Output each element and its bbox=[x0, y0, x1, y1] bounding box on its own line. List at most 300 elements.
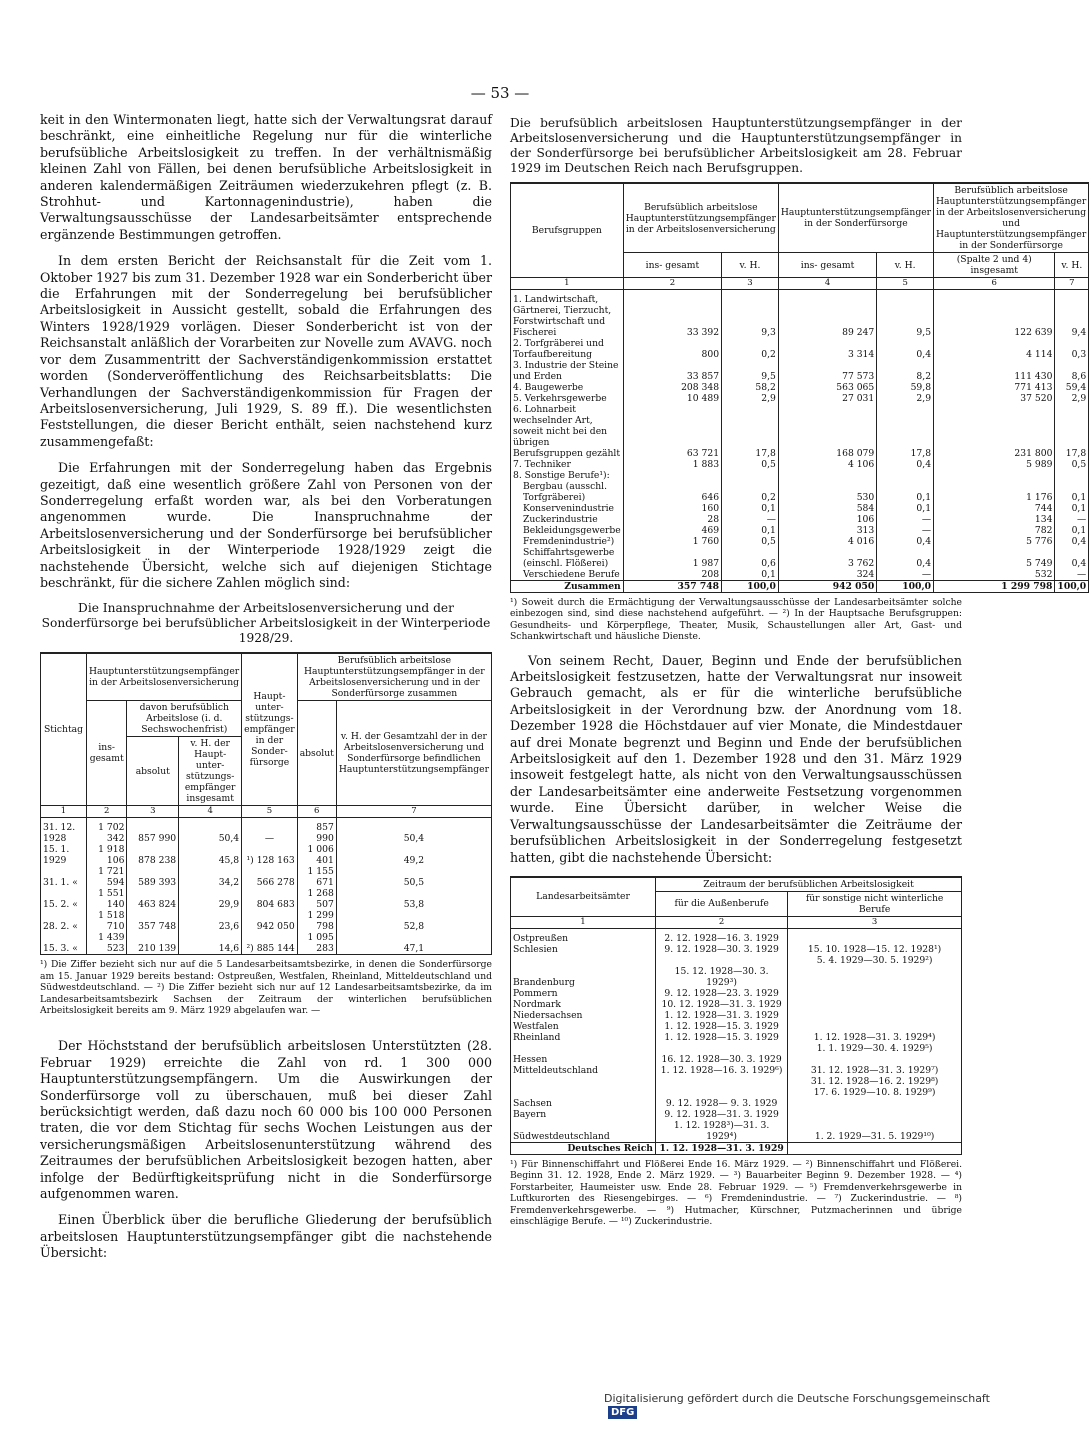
cell-value: 1 702 342 bbox=[86, 818, 126, 845]
cell-value: 0,1 bbox=[722, 569, 779, 581]
cell-value: 1 760 bbox=[623, 536, 721, 547]
table-row bbox=[511, 338, 1089, 360]
watermark-text: Digitalisierung gefördert durch die Deutsche Forschungsgemeinschaft bbox=[604, 1392, 990, 1405]
cell-label: 6. Lohnarbeit wechselnder Art, soweit nicht bei den übrigen Berufsgruppen gezählt bbox=[511, 404, 624, 459]
table-row bbox=[511, 944, 962, 955]
th-spalte: (Spalte 2 und 4) insgesamt bbox=[934, 253, 1055, 278]
cell-value: 2,9 bbox=[722, 393, 779, 404]
cell-label: 4. Baugewerbe bbox=[511, 382, 624, 393]
cell-value: 45,8 bbox=[179, 844, 242, 866]
th-vh-2: v. H. der Gesamtzahl der in der Arbeitslosenversicherung und Sonderfürsorge befindlichen Hauptunterstützungsempfänger bbox=[336, 701, 491, 806]
cell-value: 1 155 671 bbox=[297, 866, 336, 888]
th-aussenberufe: für die Außenberufe bbox=[656, 891, 788, 916]
cell-value: 1 268 507 bbox=[297, 888, 336, 910]
cell-value: 0,1 bbox=[1055, 503, 1089, 514]
cell-label: Bekleidungsgewerbe bbox=[511, 525, 624, 536]
cell-value: 744 bbox=[934, 503, 1055, 514]
table-row bbox=[511, 481, 1089, 503]
cell-label: Bergbau (ausschl. Torfgräberei) bbox=[511, 481, 624, 503]
col-number: 5 bbox=[877, 278, 934, 290]
cell-value: 111 430 bbox=[934, 360, 1055, 382]
cell-value: 29,9 bbox=[179, 888, 242, 910]
cell-value: 168 079 bbox=[778, 404, 876, 459]
cell-date: 15. 3. « bbox=[41, 932, 87, 955]
cell-value: — bbox=[1055, 569, 1089, 581]
cell-value: 134 bbox=[934, 514, 1055, 525]
cell-value: 9,3 bbox=[722, 290, 779, 339]
th-group-a: Hauptunterstützungsempfänger in der Arbeitslosenversicherung bbox=[86, 653, 241, 701]
cell-value: 100,0 bbox=[877, 581, 934, 593]
table-row bbox=[511, 1076, 962, 1087]
cell-value: 8,2 bbox=[877, 360, 934, 382]
cell-value: 100,0 bbox=[1055, 581, 1089, 593]
cell-value: 0,1 bbox=[722, 503, 779, 514]
dfg-logo: DFG bbox=[608, 1406, 637, 1419]
cell-value: 0,4 bbox=[877, 536, 934, 547]
cell-value: 463 824 bbox=[127, 888, 179, 910]
cell-value: 50,5 bbox=[336, 866, 491, 888]
cell-value: 1 095 283 bbox=[297, 932, 336, 955]
left-column bbox=[40, 112, 492, 1272]
cell-value: 782 bbox=[934, 525, 1055, 536]
cell-value: 53,8 bbox=[336, 888, 491, 910]
cell-value: 313 bbox=[778, 525, 876, 536]
table2-footnote: ¹) Soweit durch die Ermächtigung der Verwaltungsausschüsse der Landesarbeitsämter solche einbezogen sind, sind diese nachstehend aufgeführt. — ²) In der Hauptsache Berufsgruppen: Gesundheits- und Körperpflege, Theater, Musik, Schaustellungen aller Art, Gast- und Schankwirtschaft und häusliche Dienste. bbox=[510, 597, 962, 643]
cell-label: 3. Industrie der Steine und Erden bbox=[511, 360, 624, 382]
cell-value: 1 918 106 bbox=[86, 844, 126, 866]
cell-value: 208 348 bbox=[623, 382, 721, 393]
cell-label: Zuckerindustrie bbox=[511, 514, 624, 525]
col-number: 3 bbox=[722, 278, 779, 290]
cell-value: 1 176 bbox=[934, 481, 1055, 503]
cell-value: — bbox=[242, 818, 298, 845]
cell-value: 5. 4. 1929—30. 5. 1929²) bbox=[788, 955, 962, 966]
cell-value: 34,2 bbox=[179, 866, 242, 888]
cell-value: 563 065 bbox=[778, 382, 876, 393]
cell-value: 0,5 bbox=[1055, 459, 1089, 470]
table-row bbox=[511, 514, 1089, 525]
cell-label: Mitteldeutschland bbox=[511, 1065, 656, 1076]
cell-value: 0,2 bbox=[722, 338, 779, 360]
cell-value: 9. 12. 1928— 9. 3. 1929 bbox=[656, 1098, 788, 1109]
cell-value: 0,5 bbox=[722, 536, 779, 547]
cell-value: 469 bbox=[623, 525, 721, 536]
total-row bbox=[511, 581, 1089, 593]
cell-value: 566 278 bbox=[242, 866, 298, 888]
cell-value: 5 749 bbox=[934, 547, 1055, 569]
th-absolut-2: absolut bbox=[297, 701, 336, 806]
cell-value: 52,8 bbox=[336, 910, 491, 932]
table-row bbox=[511, 404, 1089, 459]
cell-value: 4 106 bbox=[778, 459, 876, 470]
th-stichtag: Stichtag bbox=[41, 653, 87, 806]
cell-value bbox=[934, 470, 1055, 481]
cell-label: Brandenburg bbox=[511, 966, 656, 988]
col-number: 3 bbox=[127, 806, 179, 818]
cell-value: 77 573 bbox=[778, 360, 876, 382]
cell-label: Südwestdeutschland bbox=[511, 1120, 656, 1143]
cell-value: ¹) 128 163 bbox=[242, 844, 298, 866]
cell-label: Pommern bbox=[511, 988, 656, 999]
table-row bbox=[511, 536, 1089, 547]
table-berufsgruppen bbox=[510, 182, 1089, 593]
cell-date: 28. 2. « bbox=[41, 910, 87, 932]
cell-label: Deutsches Reich bbox=[511, 1142, 656, 1154]
cell-value: 10 489 bbox=[623, 393, 721, 404]
cell-label: Schlesien bbox=[511, 944, 656, 955]
cell-value: 1 518 710 bbox=[86, 910, 126, 932]
cell-value: 58,2 bbox=[722, 382, 779, 393]
cell-value: 0,1 bbox=[1055, 481, 1089, 503]
cell-value: 646 bbox=[623, 481, 721, 503]
cell-date: 31. 1. « bbox=[41, 866, 87, 888]
th-sonder: Haupt- unter- stützungs- empfänger in der Sonder- fürsorge bbox=[242, 653, 298, 806]
cell-value: 63 721 bbox=[623, 404, 721, 459]
col-number: 7 bbox=[336, 806, 491, 818]
cell-value: — bbox=[877, 514, 934, 525]
paragraph-2: In dem ersten Bericht der Reichsanstalt für die Zeit vom 1. Oktober 1927 bis zum 31. Dezember 1928 war ein Sonderbericht über die Erfahrungen mit der Sonderregelung bei berufsüblicher Arbeitslosigkeit in Aussicht gestellt, sobald die Erfahrungen des Winters 1928/1929 vorlägen. Dieser Sonderbericht ist von der Reichsanstalt anläßlich der Vorarbeiten zur Novelle zum AVAVG. noch vor dem Zusammentritt der Sachverständigenkommission erstattet worden (Sonderveröffentlichung des Reichsarbeitsblatts: Die Verhandlungen der Sachverständigenkommission für Fragen der Arbeitslosenversicherung, Juli 1929, S. 89 ff.). Die wesentlichsten Feststellungen, die dieser Bericht enthält, seien nachstehend kurz zusammengefaßt: bbox=[40, 253, 492, 449]
cell-value: 804 683 bbox=[242, 888, 298, 910]
col-number: 2 bbox=[656, 916, 788, 928]
cell-value: 357 748 bbox=[127, 910, 179, 932]
cell-value bbox=[788, 966, 962, 988]
cell-value: 50,4 bbox=[336, 818, 491, 845]
cell-value: 17,8 bbox=[1055, 404, 1089, 459]
cell-value: 1 883 bbox=[623, 459, 721, 470]
col-number: 3 bbox=[788, 916, 962, 928]
cell-value: 1 006 401 bbox=[297, 844, 336, 866]
cell-value: 1 987 bbox=[623, 547, 721, 569]
col-number: 1 bbox=[41, 806, 87, 818]
paragraph-5: Einen Überblick über die berufliche Gliederung der berufsüblich arbeitslosen Hauptunterstützungsempfänger gibt die nachstehende Übersicht: bbox=[40, 1212, 492, 1261]
table-row bbox=[41, 932, 492, 955]
cell-value: 584 bbox=[778, 503, 876, 514]
table3-body bbox=[511, 928, 962, 1154]
cell-value: 27 031 bbox=[778, 393, 876, 404]
th-zeitraum: Zeitraum der berufsüblichen Arbeitslosigkeit bbox=[656, 877, 962, 892]
th-groups: Berufsgruppen bbox=[511, 183, 624, 278]
cell-value: 15. 10. 1928—15. 12. 1928¹) bbox=[788, 944, 962, 955]
cell-value bbox=[877, 470, 934, 481]
col-number: 1 bbox=[511, 278, 624, 290]
cell-value: 50,4 bbox=[179, 818, 242, 845]
cell-value: 160 bbox=[623, 503, 721, 514]
cell-value: 9,4 bbox=[1055, 290, 1089, 339]
table-landesarbeitsaemter bbox=[510, 876, 962, 1155]
table-row bbox=[511, 360, 1089, 382]
table-row bbox=[511, 928, 962, 944]
cell-value: 0,4 bbox=[877, 547, 934, 569]
cell-value: 0,4 bbox=[1055, 536, 1089, 547]
table-row bbox=[511, 1098, 962, 1109]
table-row bbox=[511, 966, 962, 988]
cell-value: 4 114 bbox=[934, 338, 1055, 360]
cell-value: ²) 885 144 bbox=[242, 932, 298, 955]
col-number: 6 bbox=[934, 278, 1055, 290]
cell-value: 106 bbox=[778, 514, 876, 525]
cell-value: 2. 12. 1928—16. 3. 1929 bbox=[656, 928, 788, 944]
cell-value bbox=[788, 1010, 962, 1021]
th-vh: v. H. bbox=[877, 253, 934, 278]
cell-value bbox=[788, 988, 962, 999]
cell-value: 800 bbox=[623, 338, 721, 360]
cell-value: 3 314 bbox=[778, 338, 876, 360]
col-number: 2 bbox=[623, 278, 721, 290]
col-number: 7 bbox=[1055, 278, 1089, 290]
th-b: Hauptunterstützungsempfänger in der Sonderfürsorge bbox=[778, 183, 933, 253]
cell-label: Fremdenindustrie²) bbox=[511, 536, 624, 547]
cell-value: 324 bbox=[778, 569, 876, 581]
table-row bbox=[511, 569, 1089, 581]
cell-value: 589 393 bbox=[127, 866, 179, 888]
cell-value: 31. 12. 1928—31. 3. 1929⁷) bbox=[788, 1065, 962, 1076]
table2-body bbox=[511, 290, 1089, 593]
cell-label: 1. Landwirtschaft, Gärtnerei, Tierzucht, Forstwirtschaft und Fischerei bbox=[511, 290, 624, 339]
cell-value: 28 bbox=[623, 514, 721, 525]
cell-label: Niedersachsen bbox=[511, 1010, 656, 1021]
th-insgesamt: ins- gesamt bbox=[86, 701, 126, 806]
cell-label: Verschiedene Berufe bbox=[511, 569, 624, 581]
cell-value: 23,6 bbox=[179, 910, 242, 932]
cell-value: 9. 12. 1928—31. 3. 1929 bbox=[656, 1109, 788, 1120]
cell-value: 17,8 bbox=[722, 404, 779, 459]
cell-value: 9,5 bbox=[722, 360, 779, 382]
table-row bbox=[41, 910, 492, 932]
cell-value: 1. 12. 1928—16. 3. 1929⁶) bbox=[656, 1065, 788, 1076]
table-row bbox=[41, 866, 492, 888]
cell-value bbox=[788, 928, 962, 944]
cell-value: 0,3 bbox=[1055, 338, 1089, 360]
cell-date: 15. 2. « bbox=[41, 888, 87, 910]
paragraph-6: Von seinem Recht, Dauer, Beginn und Ende der berufsüblichen Arbeitslosigkeit festzusetzen, hatte der Verwaltungsrat nur insoweit Gebrauch gemacht, als er für die winterliche berufsübliche Arbeitslosigkeit in der Verordnung bzw. der Anordnung vom 18. Dezember 1928 die Höchstdauer auf vier Monate, die Mindestdauer auf drei Monate begrenzt und Beginn und Ende der berufsüblichen Arbeitslosigkeit auf den 1. Dezember 1928 und den 31. März 1929 insoweit festgelegt hatte, als nicht von den Verwaltungsausschüssen der Landesarbeitsämter eine anderweite Festsetzung vorgenommen wurde. Eine Übersicht darüber, in welcher Weise die Verwaltungsausschüsse der Landesarbeitsämter die Zeiträume der berufsüblichen Arbeitslosigkeit in der Sonderregelung festgesetzt hatten, gibt die nachstehende Übersicht: bbox=[510, 652, 962, 865]
cell-value: 49,2 bbox=[336, 844, 491, 866]
cell-value: 1. 12. 1928—15. 3. 1929 bbox=[656, 1032, 788, 1043]
cell-label: Zusammen bbox=[511, 581, 624, 593]
table2-caption: Die berufsüblich arbeitslosen Hauptunterstützungsempfänger in der Arbeitslosenversicherung und die Hauptunterstützungsempfänger in der Sonderfürsorge bei berufsüblicher Arbeitslosigkeit am 28. Februar 1929 im Deutschen Reich nach Berufsgruppen. bbox=[510, 116, 962, 175]
table3-footnote: ¹) Für Binnenschiffahrt und Flößerei Ende 16. März 1929. — ²) Binnenschiffahrt und Flößerei. Beginn 31. 12. 1928, Ende 2. März 1929. — ³) Bauarbeiter Beginn 9. Dezember 1928. — ⁴) Forstarbeiter, Haumeister usw. Ende 28. Februar 1929. — ⁵) Fremdenverkehrsgewerbe in Luftkurorten des Riesengebirges. — ⁶) Fremdenindustrie. — ⁷) Zuckerindustrie. — ⁸) Fremdenverkehrsgewerbe. — ⁹) Hutmacher, Kürschner, Putzmacherinnen und übrige einschlägige Berufe. — ¹⁰) Zuckerindustrie. bbox=[510, 1158, 962, 1227]
cell-value: 0,4 bbox=[877, 338, 934, 360]
cell-value: 16. 12. 1928—30. 3. 1929 bbox=[656, 1054, 788, 1065]
cell-value: 1. 2. 1929—31. 5. 1929¹⁰) bbox=[788, 1120, 962, 1143]
cell-value: 9,5 bbox=[877, 290, 934, 339]
cell-value: — bbox=[722, 514, 779, 525]
table-row bbox=[511, 1054, 962, 1065]
cell-value: 33 857 bbox=[623, 360, 721, 382]
cell-value: — bbox=[877, 569, 934, 581]
cell-label: Rheinland bbox=[511, 1032, 656, 1043]
cell-label: 7. Techniker bbox=[511, 459, 624, 470]
dfg-watermark bbox=[604, 1392, 1000, 1419]
table-row bbox=[511, 999, 962, 1010]
table-row bbox=[41, 888, 492, 910]
cell-value: 14,6 bbox=[179, 932, 242, 955]
th-insgesamt: ins- gesamt bbox=[778, 253, 876, 278]
cell-label bbox=[511, 1076, 656, 1087]
cell-value: 0,1 bbox=[877, 503, 934, 514]
th-vh: v. H. bbox=[1055, 253, 1089, 278]
cell-value: — bbox=[877, 525, 934, 536]
cell-label: Nordmark bbox=[511, 999, 656, 1010]
cell-value: 942 050 bbox=[242, 910, 298, 932]
cell-label: Konservenindustrie bbox=[511, 503, 624, 514]
th-vh: v. H. der Haupt- unter- stützungs- empfänger insgesamt bbox=[179, 737, 242, 806]
cell-value: 1 299 798 bbox=[934, 581, 1055, 593]
cell-value: 5 989 bbox=[934, 459, 1055, 470]
table-row bbox=[511, 1010, 962, 1021]
cell-value: 0,1 bbox=[722, 525, 779, 536]
cell-value: 0,5 bbox=[722, 459, 779, 470]
cell-value: 59,4 bbox=[1055, 382, 1089, 393]
cell-label: Sachsen bbox=[511, 1098, 656, 1109]
cell-value: — bbox=[1055, 514, 1089, 525]
cell-value bbox=[788, 1098, 962, 1109]
table-row bbox=[511, 1032, 962, 1043]
cell-value: 3 762 bbox=[778, 547, 876, 569]
paragraph-4: Der Höchststand der berufsüblich arbeitslosen Unterstützten (28. Februar 1929) erreichte die Zahl von rd. 1 300 000 Hauptunterstützungsempfängern. Um die Auswirkungen der Sonderfürsorge voll zu überschauen, muß bei dieser Zahl berücksichtigt werden, daß dazu noch 60 000 bis 100 000 Personen traten, die vor dem Stichtag für sechs Wochen Leistungen aus der versicherungsmäßigen Arbeitslosenunterstützung während des Zeitraumes der berufsüblichen Arbeitslosigkeit bezogen hatten, aber infolge der Bedürftigkeitsprüfung nicht in die Sonderfürsorge aufgenommen waren. bbox=[40, 1038, 492, 1202]
th-insgesamt: ins- gesamt bbox=[623, 253, 721, 278]
cell-value: 1 439 523 bbox=[86, 932, 126, 955]
cell-value: 4 016 bbox=[778, 536, 876, 547]
table1-caption: Die Inanspruchnahme der Arbeitslosenversicherung und der Sonderfürsorge bei berufsüblicher Arbeitslosigkeit in der Winterperiode 1928/29. bbox=[41, 601, 491, 646]
cell-value bbox=[788, 1142, 962, 1154]
table1-footnote: ¹) Die Ziffer bezieht sich nur auf die 5 Landesarbeitsamtsbezirke, in denen die Sonderfürsorge am 15. Januar 1929 bereits bestand: Ostpreußen, Westfalen, Rheinland, Mitteldeutschland und Südwestdeutschland. — ²) Die Ziffer bezieht sich nur auf 12 Landesarbeitsamtsbezirke, da im Landesarbeitsamtsbezirk Sachsen der Zeitraum der winterlichen berufsüblichen Arbeitslosigkeit bereits am 9. März 1929 abgelaufen war. — bbox=[40, 959, 492, 1016]
cell-label bbox=[511, 1087, 656, 1098]
cell-value: 100,0 bbox=[722, 581, 779, 593]
table-row bbox=[511, 955, 962, 966]
cell-label: 8. Sonstige Berufe¹): bbox=[511, 470, 624, 481]
cell-value: 0,1 bbox=[1055, 525, 1089, 536]
cell-value: 8,6 bbox=[1055, 360, 1089, 382]
cell-value: 17. 6. 1929—10. 8. 1929⁹) bbox=[788, 1087, 962, 1098]
cell-value: 857 990 bbox=[297, 818, 336, 845]
cell-date: 31. 12. 1928 bbox=[41, 818, 87, 845]
cell-value bbox=[656, 1087, 788, 1098]
cell-value bbox=[788, 999, 962, 1010]
cell-value: 771 413 bbox=[934, 382, 1055, 393]
cell-value: 2,9 bbox=[1055, 393, 1089, 404]
cell-value: 208 bbox=[623, 569, 721, 581]
cell-value: 1. 12. 1928—31. 3. 1929⁴) bbox=[788, 1032, 962, 1043]
cell-value: 0,6 bbox=[722, 547, 779, 569]
th-sonstige: für sonstige nicht winterliche Berufe bbox=[788, 891, 962, 916]
table-row bbox=[511, 393, 1089, 404]
paragraph-3: Die Erfahrungen mit der Sonderregelung haben das Ergebnis gezeitigt, daß eine wesentlich größere Zahl von Personen von der Sonderregelung erfaßt worden war, als bei den Vorberatungen angenommen wurde. Die Inanspruchnahme der Arbeitslosenversicherung und der Sonderfürsorge bei berufsüblicher Arbeitslosigkeit in der Winterperiode 1928/1929 zeigt die nachstehende Übersicht, welche sich auf diejenigen Stichtage beschränkt, für die sichere Zahlen möglich sind: bbox=[40, 460, 492, 590]
col-number: 5 bbox=[242, 806, 298, 818]
cell-value: 9. 12. 1928—23. 3. 1929 bbox=[656, 988, 788, 999]
table-row bbox=[511, 470, 1089, 481]
cell-label: Westfalen bbox=[511, 1021, 656, 1032]
right-column bbox=[510, 112, 1087, 1233]
th-c: Berufsüblich arbeitslose Hauptunterstützungsempfänger in der Arbeitslosenversicherung und Hauptunterstützungsempfänger in der Sonderfürsorge bbox=[934, 183, 1089, 253]
cell-value bbox=[623, 470, 721, 481]
cell-label: Ostpreußen bbox=[511, 928, 656, 944]
cell-value: 5 776 bbox=[934, 536, 1055, 547]
cell-value: 530 bbox=[778, 481, 876, 503]
th-laender: Landesarbeitsämter bbox=[511, 877, 656, 917]
table-row bbox=[511, 459, 1089, 470]
cell-value: 37 520 bbox=[934, 393, 1055, 404]
th-davon: davon berufsüblich Arbeitslose (i. d. Sechswochenfrist) bbox=[127, 701, 242, 737]
table-row bbox=[511, 290, 1089, 339]
cell-value: 47,1 bbox=[336, 932, 491, 955]
cell-value: 1. 12. 1928—31. 3. 1929 bbox=[656, 1010, 788, 1021]
th-absolut: absolut bbox=[127, 737, 179, 806]
cell-value: 532 bbox=[934, 569, 1055, 581]
th-vh: v. H. bbox=[722, 253, 779, 278]
table-row bbox=[511, 1043, 962, 1054]
cell-value: 231 800 bbox=[934, 404, 1055, 459]
cell-value: 2,9 bbox=[877, 393, 934, 404]
cell-value: 1. 12. 1928—31. 3. 1929 bbox=[656, 1142, 788, 1154]
col-number: 6 bbox=[297, 806, 336, 818]
cell-value: 878 238 bbox=[127, 844, 179, 866]
table-row bbox=[41, 818, 492, 845]
cell-value: 210 139 bbox=[127, 932, 179, 955]
cell-label: Schiffahrtsgewerbe (einschl. Flößerei) bbox=[511, 547, 624, 569]
cell-value: 17,8 bbox=[877, 404, 934, 459]
table-row bbox=[511, 1120, 962, 1143]
total-row bbox=[511, 1142, 962, 1154]
cell-value bbox=[788, 1054, 962, 1065]
table-row bbox=[511, 1065, 962, 1076]
cell-value: 59,8 bbox=[877, 382, 934, 393]
page-number: — 53 — bbox=[470, 84, 530, 102]
cell-value: 1 551 140 bbox=[86, 888, 126, 910]
cell-value bbox=[788, 1021, 962, 1032]
cell-value: 1. 12. 1928³)—31. 3. 1929⁴) bbox=[656, 1120, 788, 1143]
table-row bbox=[511, 1109, 962, 1120]
cell-value: 33 392 bbox=[623, 290, 721, 339]
col-number: 4 bbox=[179, 806, 242, 818]
cell-value bbox=[656, 1076, 788, 1087]
cell-value bbox=[656, 955, 788, 966]
table-row bbox=[511, 988, 962, 999]
table-row bbox=[511, 525, 1089, 536]
table-row bbox=[511, 1087, 962, 1098]
cell-label: 2. Torfgräberei und Torfaufbereitung bbox=[511, 338, 624, 360]
cell-value: 0,1 bbox=[877, 481, 934, 503]
cell-value: 89 247 bbox=[778, 290, 876, 339]
col-number: 4 bbox=[778, 278, 876, 290]
cell-value: 942 050 bbox=[778, 581, 876, 593]
cell-value: 0,2 bbox=[722, 481, 779, 503]
cell-value: 9. 12. 1928—30. 3. 1929 bbox=[656, 944, 788, 955]
table-row bbox=[511, 547, 1089, 569]
cell-label bbox=[511, 1043, 656, 1054]
cell-label bbox=[511, 955, 656, 966]
cell-value bbox=[656, 1043, 788, 1054]
paragraph-1: keit in den Wintermonaten liegt, hatte sich der Verwaltungsrat darauf beschränkt, eine einheitliche Regelung nur für die winterliche berufsübliche Arbeitslosigkeit zu treffen. In der verhältnismäßig kleinen Zahl von Fällen, bei denen berufsübliche Arbeitslosigkeit in anderen kalendermäßigen Zeiträumen wiederzukehren pflegt (z. B. Strohhut- und Kartonnagenindustrie), haben die Verwaltungsausschüsse der Landesarbeitsämter entsprechende ergänzende Bestimmungen getroffen. bbox=[40, 112, 492, 242]
cell-value: 1. 1. 1929—30. 4. 1929⁵) bbox=[788, 1043, 962, 1054]
cell-value: 122 639 bbox=[934, 290, 1055, 339]
cell-value: 0,4 bbox=[877, 459, 934, 470]
cell-label: 5. Verkehrsgewerbe bbox=[511, 393, 624, 404]
table-row bbox=[511, 503, 1089, 514]
cell-value: 10. 12. 1928—31. 3. 1929 bbox=[656, 999, 788, 1010]
th-a: Berufsüblich arbeitslose Hauptunterstützungsempfänger in der Arbeitslosenversicherung bbox=[623, 183, 778, 253]
th-group-b: Berufsüblich arbeitslose Hauptunterstützungsempfänger in der Arbeitslosenversicherung und in der Sonderfürsorge zusammen bbox=[297, 653, 491, 701]
cell-date: 15. 1. 1929 bbox=[41, 844, 87, 866]
cell-value: 1 721 594 bbox=[86, 866, 126, 888]
table-row bbox=[511, 1021, 962, 1032]
cell-value bbox=[722, 470, 779, 481]
table-row bbox=[511, 382, 1089, 393]
cell-value: 357 748 bbox=[623, 581, 721, 593]
cell-value: 0,4 bbox=[1055, 547, 1089, 569]
cell-value bbox=[1055, 470, 1089, 481]
col-number: 1 bbox=[511, 916, 656, 928]
cell-value: 31. 12. 1928—16. 2. 1929⁸) bbox=[788, 1076, 962, 1087]
